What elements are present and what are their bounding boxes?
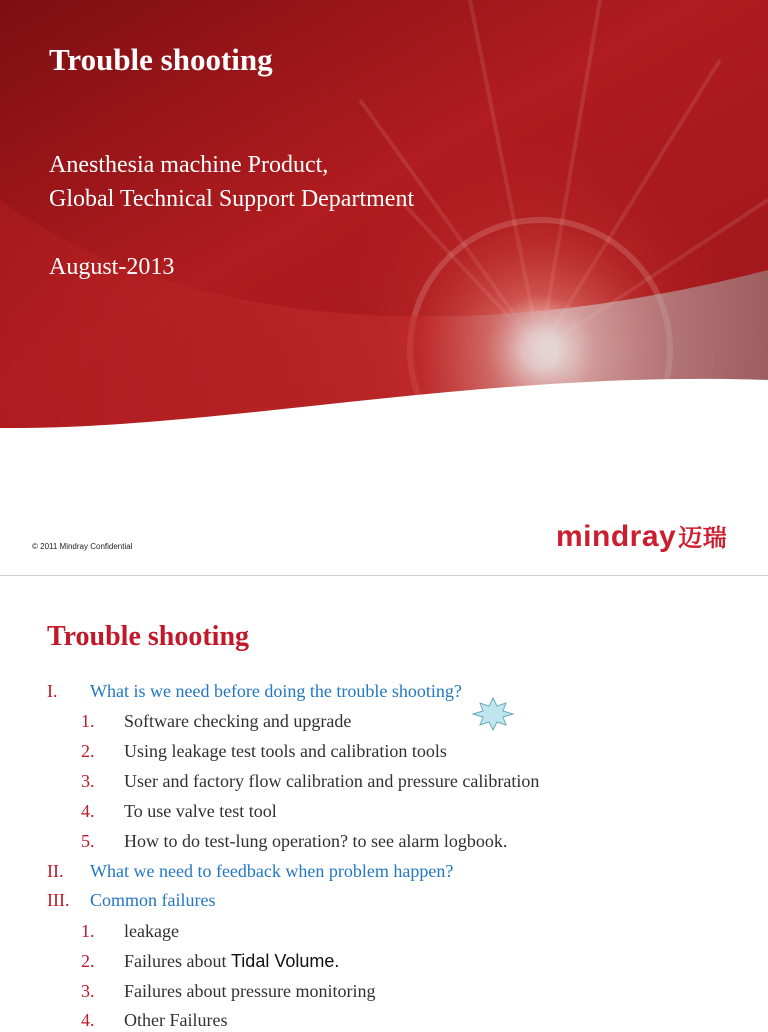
item-number: 1.	[81, 921, 95, 941]
outline-title: Trouble shooting	[47, 621, 250, 652]
section-number: I.	[47, 681, 58, 701]
logo-latin-text: mindray	[556, 520, 677, 553]
item-text: Other Failures	[124, 1010, 228, 1030]
star-icon	[472, 697, 514, 731]
item-text: How to do test-lung operation? to see alarm logbook.	[124, 831, 508, 851]
section-text: What we need to feedback when problem happen?	[90, 861, 454, 881]
item-text: To use valve test tool	[124, 801, 277, 821]
cover-subtitle-line2: Global Technical Support Department	[49, 186, 415, 212]
item-text: Using leakage test tools and calibration tools	[124, 741, 447, 761]
item-number: 2.	[81, 741, 95, 761]
item-text: Software checking and upgrade	[124, 711, 352, 731]
cover-title: Trouble shooting	[49, 42, 273, 77]
section-text: What is we need before doing the trouble shooting?	[90, 681, 462, 701]
item-number: 2.	[81, 951, 95, 971]
cover-subtitle-line1: Anesthesia machine Product,	[49, 152, 329, 178]
item-number: 1.	[81, 711, 95, 731]
section-text: Common failures	[90, 890, 216, 910]
copyright-notice: © 2011 Mindray Confidential	[32, 542, 133, 551]
item-number: 5.	[81, 831, 95, 851]
logo-chinese-text: 迈瑞	[678, 525, 728, 552]
item-text: Failures about pressure monitoring	[124, 981, 376, 1001]
cover-date: August-2013	[49, 254, 175, 280]
item-number: 4.	[81, 801, 95, 821]
mindray-logo	[556, 518, 727, 554]
item-number: 3.	[81, 771, 95, 791]
item-text-emphasis: Tidal Volume.	[230, 951, 340, 971]
item-number: 3.	[81, 981, 95, 1001]
item-text: User and factory flow calibration and pressure calibration	[124, 771, 540, 791]
section-number: III.	[47, 890, 70, 910]
section-number: II.	[47, 861, 64, 881]
outline-slide	[0, 576, 768, 1030]
item-text	[124, 949, 339, 973]
item-text-lead: Failures about	[124, 951, 231, 971]
item-text: leakage	[124, 921, 179, 941]
item-number: 4.	[81, 1010, 95, 1030]
